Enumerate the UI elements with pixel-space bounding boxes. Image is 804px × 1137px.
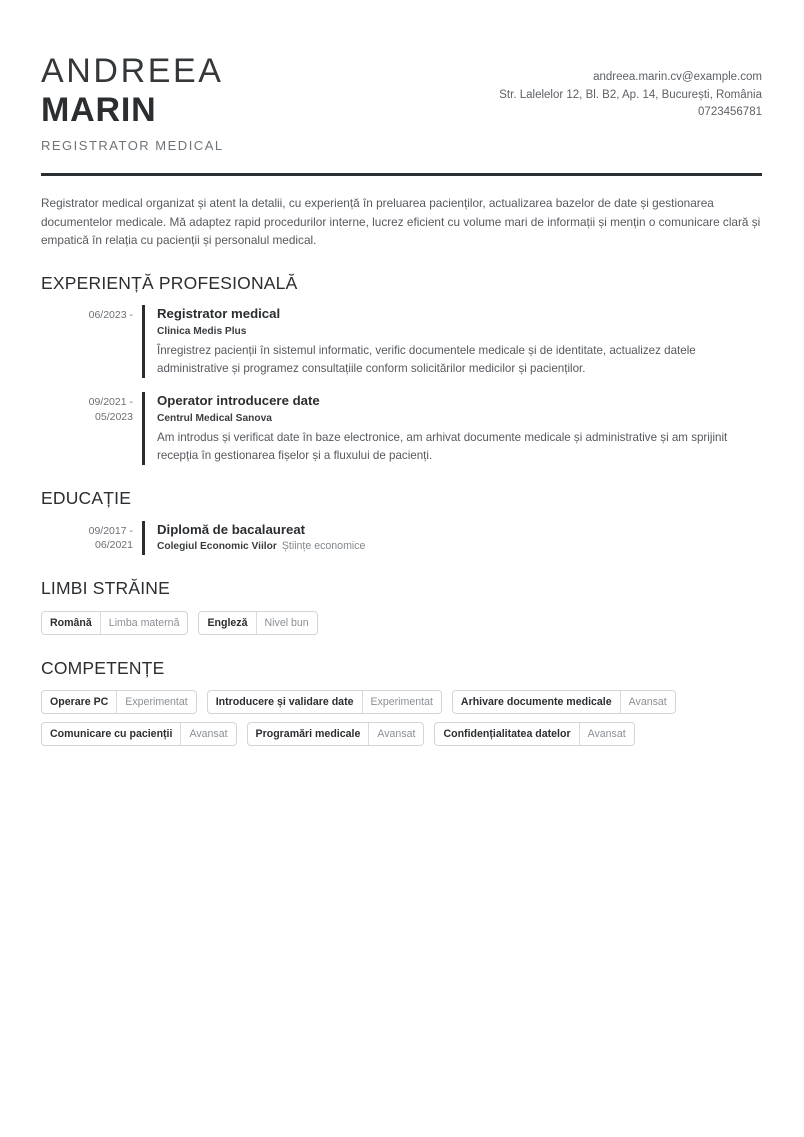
- first-name: ANDREEA: [41, 52, 224, 90]
- experience-dates: 06/2023 -: [88, 309, 133, 322]
- skill-chip: [452, 690, 676, 714]
- page-title: REGISTRATOR MEDICAL: [41, 138, 224, 154]
- skill-name: Arhivare documente medicale: [460, 695, 612, 708]
- experience-company: Centrul Medical Sanova: [157, 413, 272, 425]
- resume-content: [41, 0, 762, 746]
- skill-chip: [207, 690, 442, 714]
- skill-chip: [247, 722, 425, 746]
- skill-level: Experimentat: [116, 691, 195, 713]
- education-entry: [41, 521, 762, 556]
- education-field: Științe economice: [281, 540, 366, 553]
- language-chip: [198, 611, 317, 635]
- skill-level: Avansat: [579, 723, 634, 745]
- experience-role: Registrator medical: [157, 306, 281, 322]
- education-body: [145, 521, 762, 556]
- section-title-experience: EXPERIENȚĂ PROFESIONALĂ: [41, 272, 298, 293]
- language-chip-row: [41, 611, 762, 635]
- section-title-education: EDUCAȚIE: [41, 488, 132, 509]
- skill-chip-row: [41, 690, 762, 714]
- experience-description: Înregistrez pacienții în sistemul informatic, verific documentele medicale și de identitate, actualizez datele administrative și programez consultațiile conform solicitărilor medicilor și pacienților.: [157, 344, 696, 376]
- skill-name: Operare PC: [50, 695, 109, 708]
- education-school: [157, 539, 762, 555]
- skill-level: Experimentat: [362, 691, 441, 713]
- language-name: Engleză: [207, 616, 248, 629]
- section-title-skills: COMPETENȚE: [41, 657, 165, 678]
- experience-dates: 09/2021 - 05/2023: [88, 396, 133, 423]
- experience-description: Am introdus și verificat date în baze electronice, am arhivat documente medicale și administrative și am sprijinit recepția în gestionarea fișelor și a fluxului de pacienți.: [157, 431, 728, 463]
- header-divider: [41, 173, 762, 176]
- education-dates: 09/2017 - 06/2021: [88, 524, 133, 552]
- education-degree: Diplomă de bacalaureat: [157, 521, 306, 537]
- experience-body: [145, 305, 762, 378]
- section-languages: [41, 579, 762, 634]
- experience-entry: [41, 392, 762, 465]
- section-education: [41, 489, 762, 555]
- experience-entry: [41, 305, 762, 378]
- skill-chip: [41, 690, 197, 714]
- resume-header: [41, 0, 762, 152]
- contact-address: Str. Lalelelor 12, Bl. B2, Ap. 14, București, România: [499, 88, 762, 101]
- skill-chip: [434, 722, 634, 746]
- skill-chip-row: [41, 722, 762, 746]
- skill-name: Comunicare cu pacienții: [50, 727, 173, 740]
- experience-company: Clinica Medis Plus: [157, 326, 247, 337]
- profile-summary: Registrator medical organizat și atent la detalii, cu experiență în preluarea pacienților, actualizarea bazelor de date și gestionarea documentelor medicale. Mă adaptez rapid procedurilor interne, lucrez eficient cu volume mari de informații și mențin o comunicare clară și empatică în relația cu pacienții și personalul medical.: [41, 196, 761, 248]
- experience-role: Operator introducere date: [157, 393, 320, 409]
- skill-level: Avansat: [180, 723, 235, 745]
- language-level: Limba maternă: [100, 612, 188, 634]
- skill-level: Avansat: [620, 691, 675, 713]
- experience-body: [145, 392, 762, 465]
- skill-chip: [41, 722, 237, 746]
- skill-level: Avansat: [368, 723, 423, 745]
- skill-name: Confidențialitatea datelor: [443, 727, 571, 740]
- education-school-name: Colegiul Economic Viilor: [157, 541, 277, 553]
- name-block: [41, 52, 224, 152]
- contact-email[interactable]: andreea.marin.cv@example.com: [593, 71, 762, 83]
- section-skills: [41, 659, 762, 746]
- contact-phone[interactable]: 0723456781: [698, 106, 762, 118]
- language-level: Nivel bun: [256, 612, 317, 634]
- skill-name: Introducere și validare date: [215, 695, 354, 708]
- section-title-languages: LIMBI STRĂINE: [41, 578, 171, 599]
- language-chip: [41, 611, 188, 635]
- last-name: MARIN: [41, 91, 157, 130]
- language-name: Română: [50, 616, 92, 629]
- contact-block: [499, 52, 762, 122]
- section-experience: [41, 274, 762, 465]
- skill-name: Programări medicale: [255, 727, 361, 740]
